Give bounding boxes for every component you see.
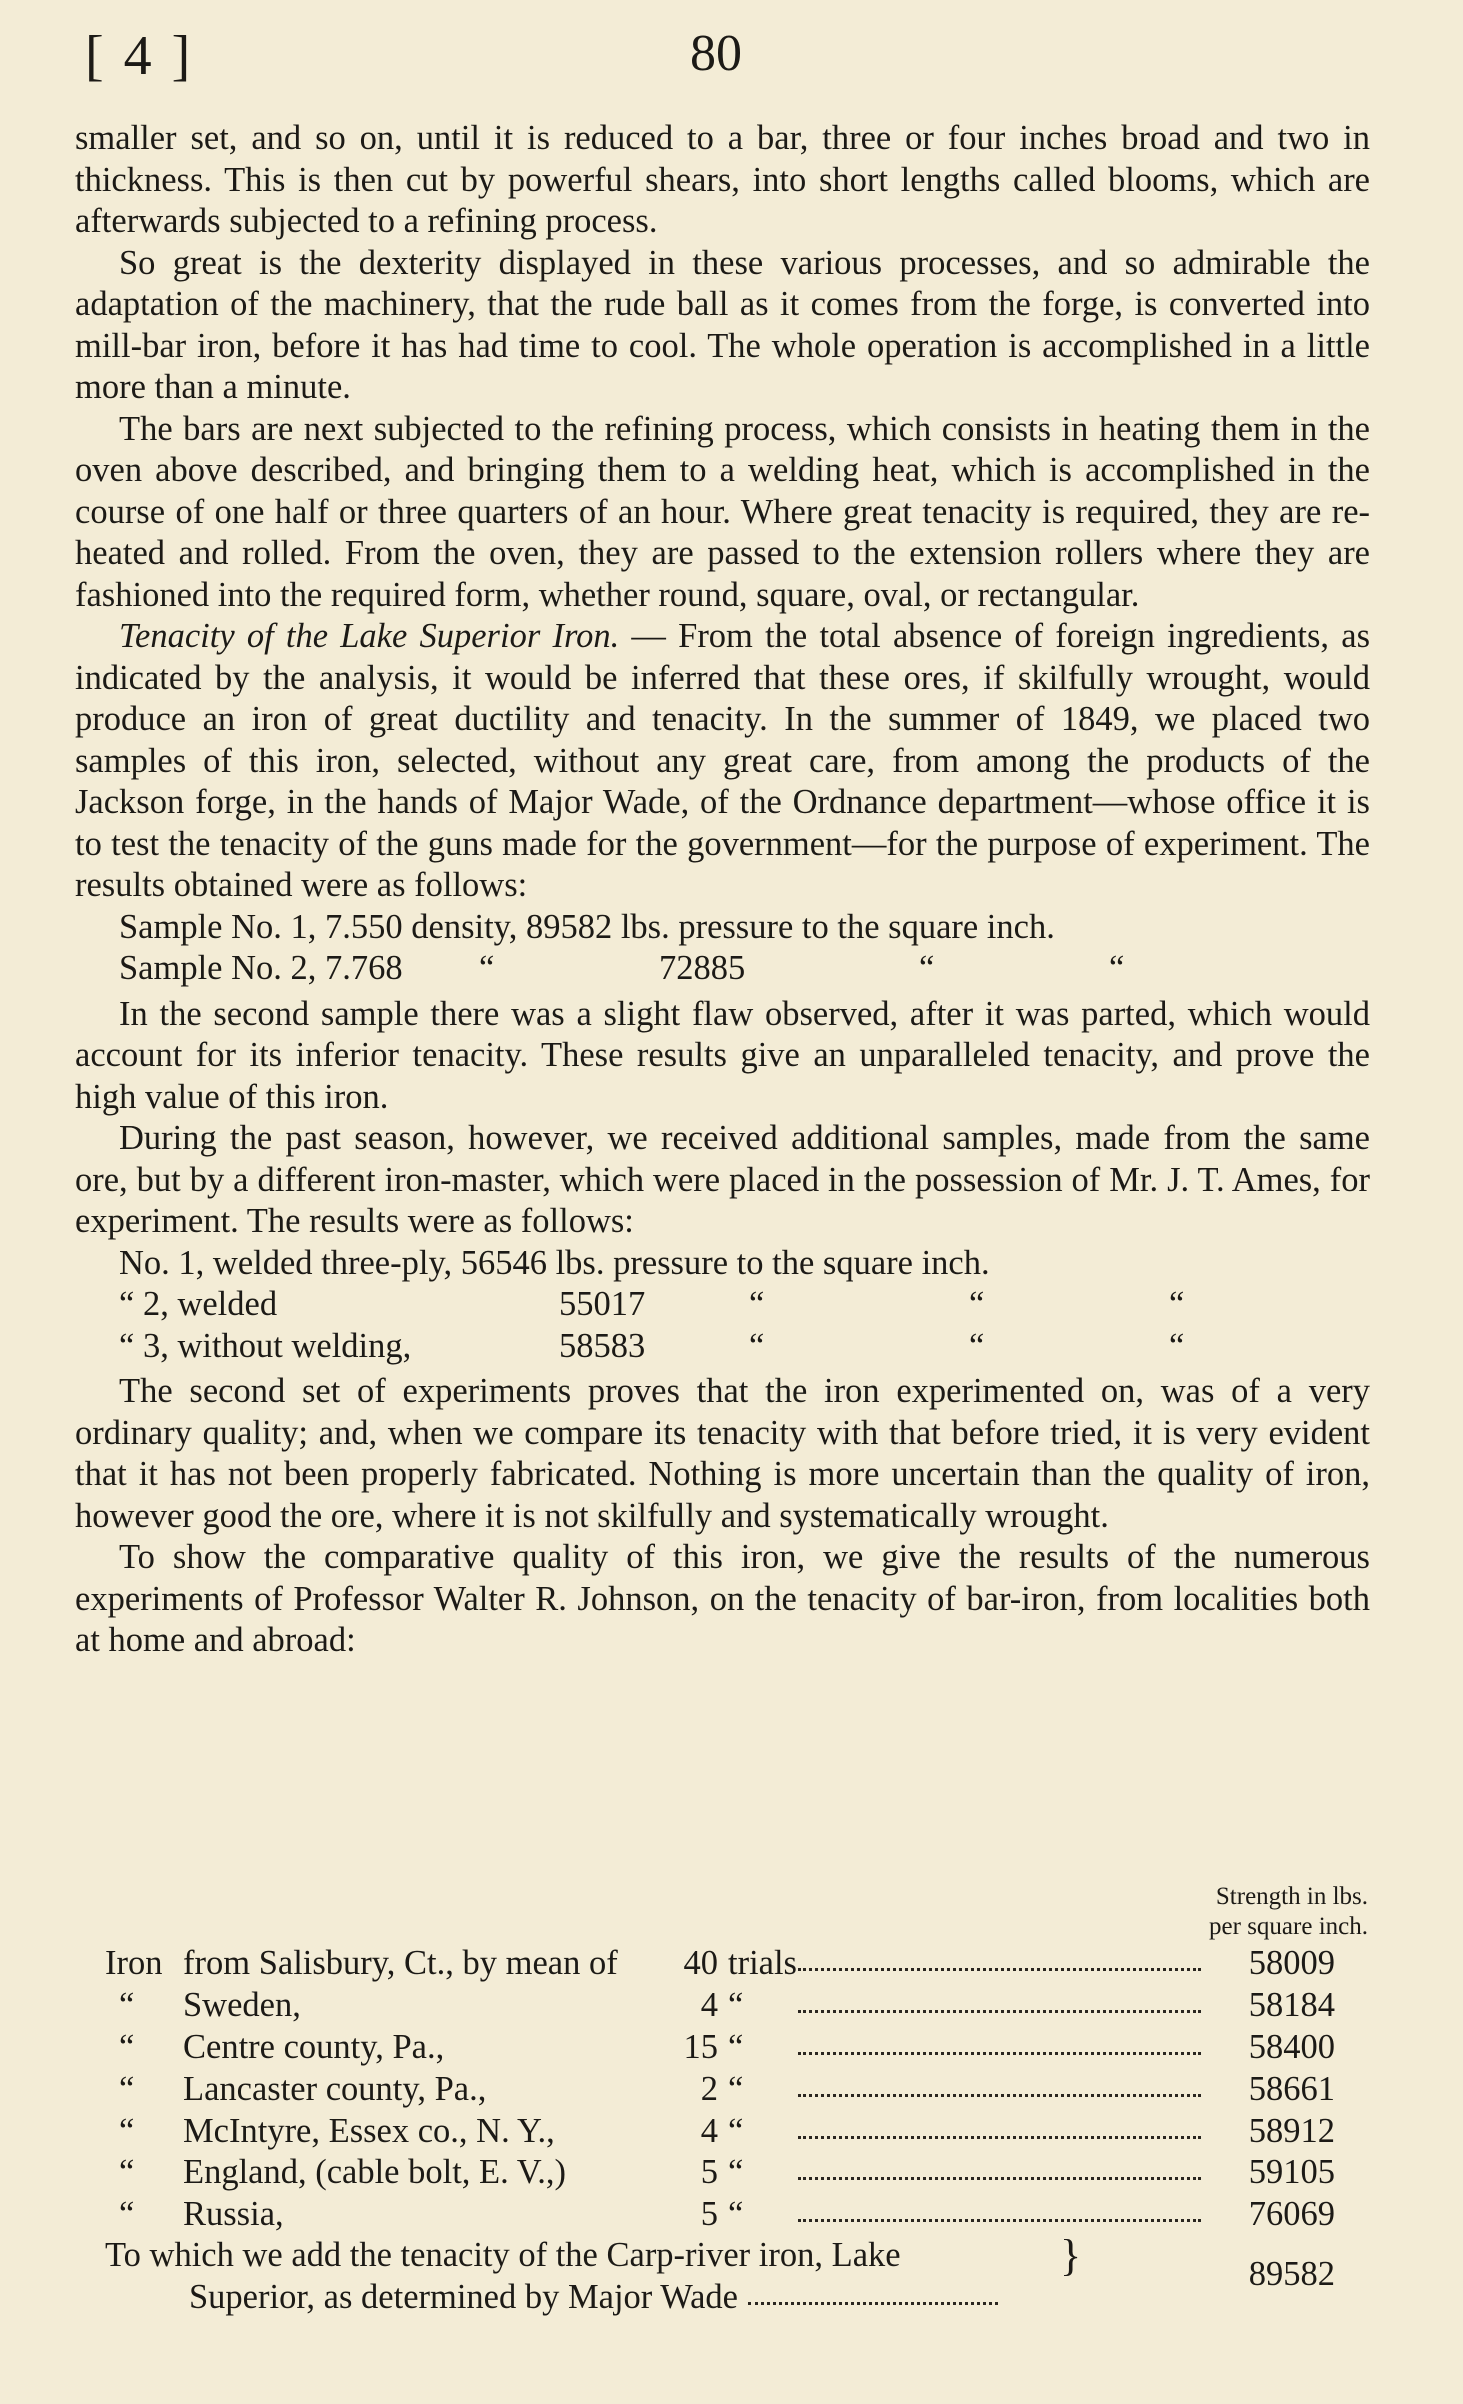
row-unit: “ [728,2027,744,2066]
row-count: 15 [683,2027,718,2066]
paragraph-tenacity [75,616,1370,907]
dot-leader [798,2094,1201,2097]
row-value: 58661 [1248,2069,1335,2108]
result-row [119,1326,1370,1368]
final-entry-line [105,2276,1335,2318]
final-entry-text: Superior, as determined by Major Wade [189,2278,738,2316]
row-unit: trials [728,1944,797,1983]
row-place: McIntyre, Essex co., N. Y., [183,2111,555,2150]
table-row [105,2110,1335,2152]
row-prefix: “ [119,1986,135,2025]
table-row [105,2068,1335,2110]
result-pressure: 58583 [559,1326,646,1365]
paragraph: The second set of experiments proves that the iron experimented on, was of a very ordinary quality; and, when we compare its tenacity with that before tried, it is very evident that it has not been properly fabricated. Nothing is more uncertain than the quality of iron, however good the ore, where it is not skilfully and systematically wrought. [75,1372,1370,1535]
row-value: 58184 [1248,1986,1335,2025]
column-header-line: per square inch. [1209,1913,1368,1940]
final-value: 89582 [1248,2255,1335,2293]
ditto-mark: “ [919,949,935,987]
row-value: 59105 [1248,2153,1335,2192]
strength-table [105,1943,1335,2236]
paragraph: smaller set, and so on, until it is reduced to a bar, three or four inches broad and two in thickness. This is then cut by powerful shears, into short lengths called blooms, which are afterwards subjected to a refining process. [75,119,1370,240]
dot-leader [798,1968,1201,1971]
row-place: Centre county, Pa., [183,2027,445,2066]
sample-text: Sample No. 1, 7.550 density, 89582 lbs. pressure to the square inch. [119,907,1055,946]
dot-leader [798,2010,1201,2013]
paragraph: To show the comparative quality of this iron, we give the results of the numerous experiments of Professor Walter R. Johnson, on the tenacity of bar-iron, from localities both at home and abroad: [75,1538,1370,1659]
row-place: Russia, [183,2195,284,2234]
dot-leader [798,2052,1201,2055]
brace-mark: } [1060,2231,1082,2280]
page-header [0,24,1463,94]
paragraph-text: — From the total absence of foreign ingredients, as indicated by the analysis, it would be inferred that these ores, if skilfully wrought, would produce an iron of great ductility and tenacity. In the summer of 1849, we placed two samples of this iron, selected, without any great care, from among the products of the Jackson forge, in the hands of Major Wade, of the Ordnance department—whose office it is to test the tenacity of the guns made for the government—for the purpose of experiment. The results obtained were as follows: [75,617,1370,904]
table-row [105,1943,1335,1985]
row-value: 58009 [1248,1944,1335,1983]
table-row [105,1985,1335,2027]
sample-label: Sample No. 2, 7.768 [119,949,403,987]
paragraph: During the past season, however, we received additional samples, made from the same ore, but by a different iron-master, which were placed in the possession of Mr. J. T. Ames, for experiment. The results were as follows: [75,1119,1370,1240]
section-heading: Tenacity of the Lake Superior Iron. [119,617,620,655]
row-prefix: “ [119,2027,135,2066]
row-place: Lancaster county, Pa., [183,2069,487,2108]
samples-list [119,907,1370,990]
row-count: 2 [700,2069,718,2108]
row-place: Sweden, [183,1986,301,2025]
result-row [119,1284,1370,1326]
table-row [105,2194,1335,2236]
ditto-mark: “ [749,1326,765,1365]
dot-leader [748,2302,998,2305]
column-header-line: Strength in lbs. [1215,1883,1368,1910]
row-value: 58400 [1248,2027,1335,2066]
table-row [105,2152,1335,2194]
dot-leader [798,2136,1201,2139]
row-place: from Salisbury, Ct., by mean of [183,1944,618,1983]
final-entry-line: To which we add the tenacity of the Carp-river iron, Lake [105,2236,901,2274]
sample-row [119,948,1370,990]
page-number: 80 [690,25,742,82]
dot-leader [798,2219,1201,2222]
row-value: 76069 [1248,2195,1335,2234]
row-prefix: “ [119,2111,135,2150]
row-unit: “ [728,2111,744,2150]
result-pressure: 55017 [559,1285,646,1323]
paragraph: So great is the dexterity displayed in these various processes, and so admirable the adaptation of the machinery, that the rude ball as it comes from the forge, is converted into mill-bar iron, before it has had time to cool. The whole operation is accomplished in a little more than a minute. [75,243,1370,406]
row-unit: “ [728,2069,744,2108]
table-column-header [1209,1882,1368,1942]
ditto-mark: “ [1169,1326,1185,1365]
ditto-mark: “ [479,949,495,987]
row-prefix: Iron [105,1944,163,1983]
result-text: No. 1, welded three-ply, 56546 lbs. pressure to the square inch. [119,1243,990,1282]
final-entry [105,2231,1335,2318]
ditto-mark: “ [969,1285,985,1323]
row-prefix: “ [119,2153,135,2192]
row-count: 40 [683,1944,718,1983]
row-count: 4 [700,1986,718,2025]
table-row [105,2027,1335,2069]
result-label: “ 3, without welding, [119,1326,412,1365]
ditto-mark: “ [969,1326,985,1365]
row-count: 5 [700,2153,718,2192]
row-prefix: “ [119,2069,135,2108]
ditto-mark: “ [749,1285,765,1323]
row-count: 4 [700,2111,718,2150]
result-row [119,1243,1370,1285]
section-bracket: [ 4 ] [85,25,194,87]
row-prefix: “ [119,2195,135,2234]
sample-pressure: 72885 [659,949,746,987]
row-value: 58912 [1248,2111,1335,2150]
sample-row [119,907,1370,949]
row-unit: “ [728,1986,744,2025]
result-label: “ 2, welded [119,1285,278,1323]
ditto-mark: “ [1169,1285,1185,1323]
body-text [75,118,1370,1662]
row-unit: “ [728,2153,744,2192]
row-place: England, (cable bolt, E. V.,) [183,2153,566,2192]
dot-leader [798,2177,1201,2180]
paragraph: In the second sample there was a slight flaw observed, after it was parted, which would account for its inferior tenacity. These results give an unparalleled tenacity, and prove the high value of this iron. [75,994,1370,1116]
paragraph: The bars are next subjected to the refining process, which consists in heating them in the oven above described, and bringing them to a welding heat, which is accomplished in the course of one half or three quarters of an hour. Where great tenacity is required, they are re-heated and rolled. From the oven, they are passed to the extension rollers where they are fashioned into the required form, whether round, square, oval, or rectangular. [75,409,1370,614]
results-list [119,1243,1370,1368]
row-count: 5 [700,2195,718,2234]
row-unit: “ [728,2195,744,2234]
ditto-mark: “ [1109,949,1125,987]
